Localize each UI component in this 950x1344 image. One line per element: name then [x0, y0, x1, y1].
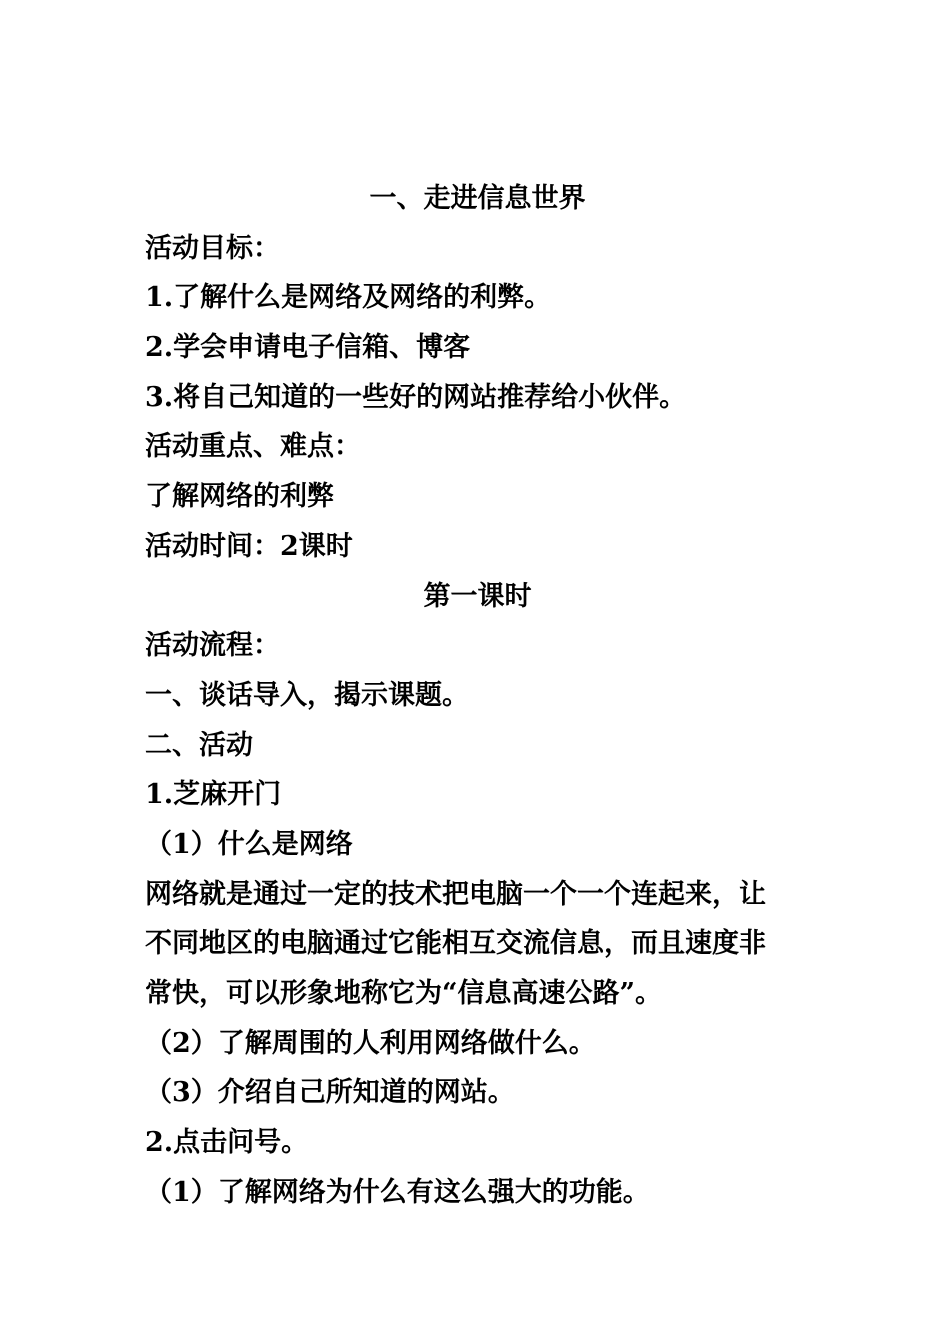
- lesson-title: 第一课时: [423, 580, 532, 612]
- activity-1-title: 1.芝麻开门: [145, 779, 282, 811]
- process-step-2: 二、活动: [145, 729, 253, 761]
- activity-2-title: 2.点击问号。: [145, 1127, 309, 1159]
- activity-1-sub-3: （3）介绍自己所知道的网站。: [145, 1077, 515, 1109]
- activity-1-sub-1: （1）什么是网络: [145, 828, 353, 860]
- goal-item-2: 2.学会申请电子信箱、博客: [145, 332, 471, 364]
- network-definition-line-3: 常快，可以形象地称它为“信息高速公路”。: [145, 978, 663, 1009]
- network-definition-line-1: 网络就是通过一定的技术把电脑一个一个连起来，让: [145, 878, 766, 910]
- process-step-1: 一、谈话导入，揭示课题。: [145, 679, 469, 711]
- activity-time: 活动时间：2课时: [145, 530, 353, 562]
- activity-2-sub-1: （1）了解网络为什么有这么强大的功能。: [145, 1176, 650, 1208]
- activity-1-sub-2: （2）了解周围的人利用网络做什么。: [145, 1027, 596, 1059]
- goal-item-3: 3.将自己知道的一些好的网站推荐给小伙伴。: [145, 381, 687, 413]
- document-title: 一、走进信息世界: [369, 183, 586, 214]
- network-definition: [145, 870, 810, 1019]
- network-definition-line-2: 不同地区的电脑通过它能相互交流信息，而且速度非: [145, 928, 766, 960]
- goals-heading: 活动目标：: [145, 232, 280, 264]
- process-heading: 活动流程：: [145, 630, 280, 662]
- key-points-heading: 活动重点、难点：: [145, 431, 361, 463]
- goal-item-1: 1.了解什么是网络及网络的利弊。: [145, 282, 552, 314]
- document-content: [145, 174, 810, 1217]
- key-points-text: 了解网络的利弊: [145, 481, 334, 513]
